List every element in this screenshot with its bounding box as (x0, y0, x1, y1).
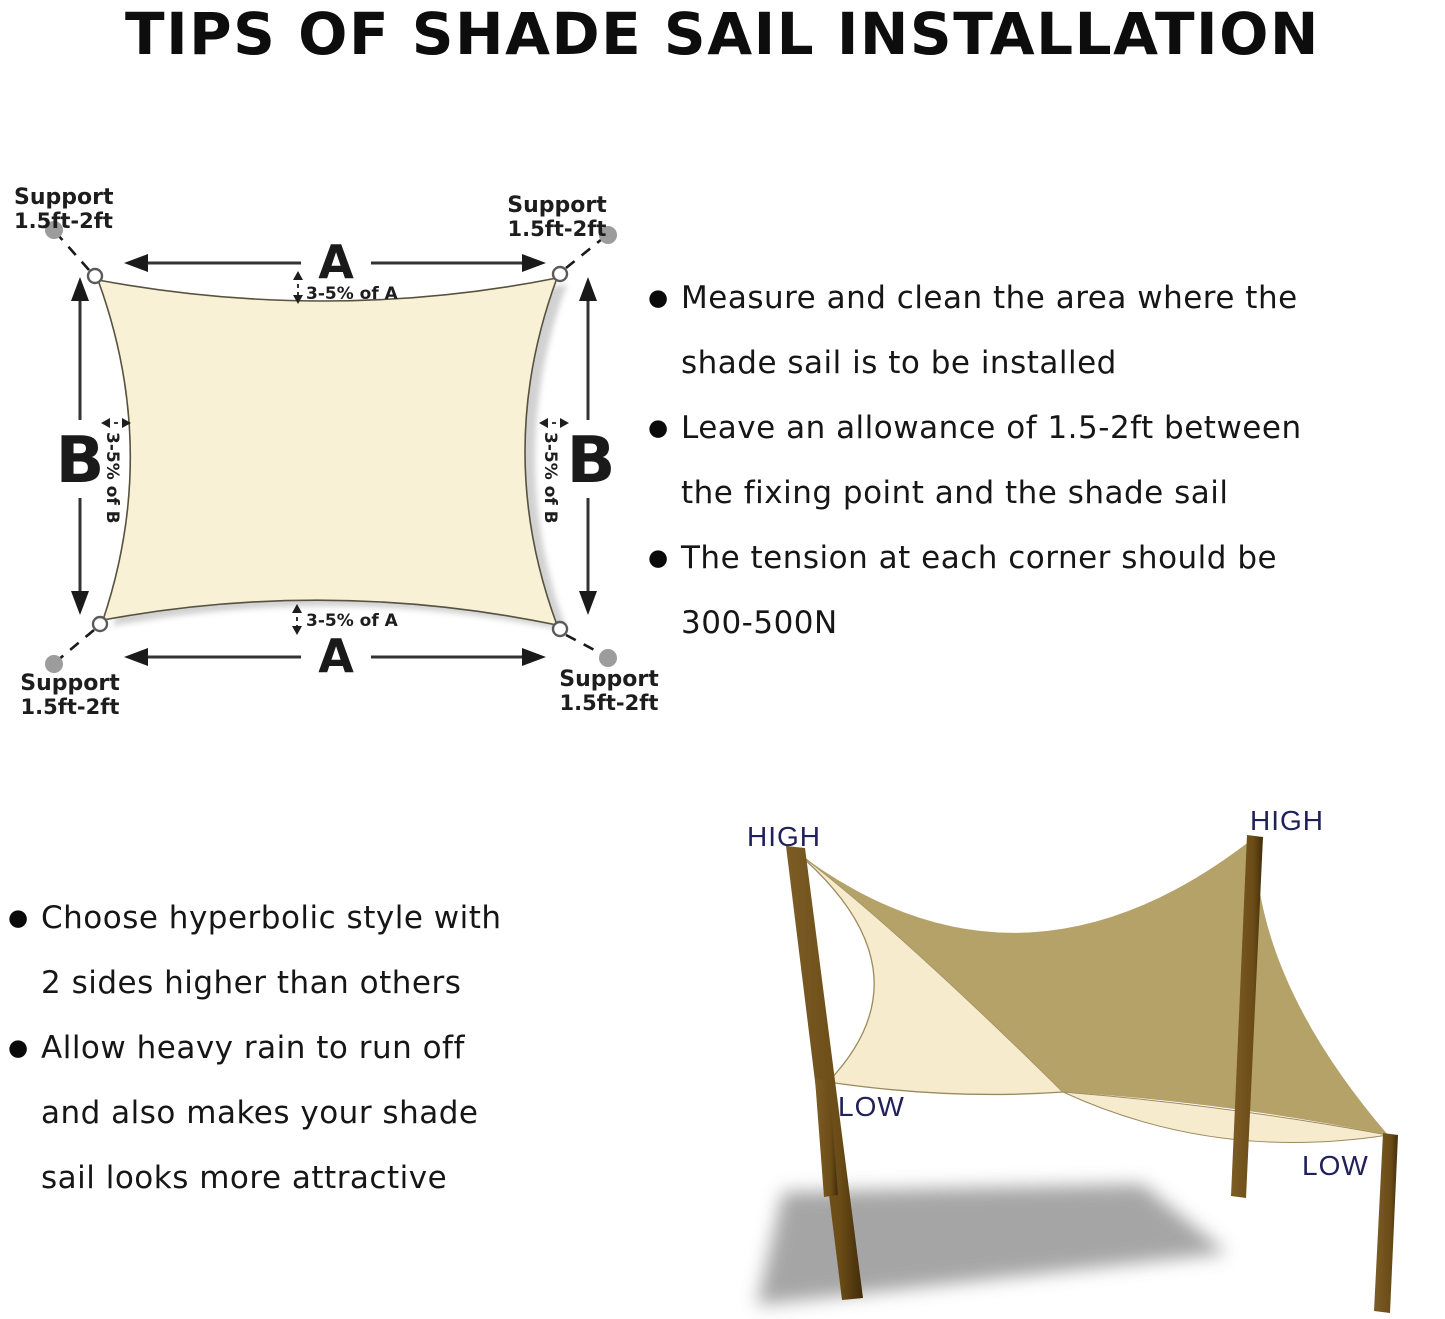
tip-text: Choose hyperbolic style with (41, 899, 502, 936)
sag-b-left-label: 3-5% of B (102, 432, 122, 524)
installation-tips-list (648, 265, 1445, 655)
arrowhead-right (522, 648, 546, 666)
grommet-ring (553, 622, 567, 636)
bullet-icon: ● (8, 904, 29, 931)
sag-b-right-arrow (539, 418, 569, 428)
tip-text: 300-500N (681, 604, 838, 641)
arrowhead-down (71, 591, 89, 615)
grommet-ring (93, 617, 107, 631)
ground-shadow (757, 1184, 1227, 1305)
arrowhead-up (579, 277, 597, 301)
bullet-icon: ● (648, 544, 669, 571)
tip-line (648, 590, 1445, 655)
side-a-label-top: A (318, 235, 354, 289)
tip-text: and also makes your shade (41, 1094, 479, 1131)
style-tips-list (8, 885, 638, 1210)
tip-line (8, 1080, 638, 1145)
tip-line (8, 1145, 638, 1210)
support-label: Support (14, 185, 114, 210)
sag-a-top-label: 3-5% of A (306, 284, 398, 304)
tip-text: shade sail is to be installed (681, 344, 1117, 381)
sag-b-right-label: 3-5% of B (540, 432, 560, 524)
support-distance-label: 1.5ft-2ft (14, 209, 113, 233)
side-a-label-bottom: A (318, 629, 354, 683)
sail-shape (98, 278, 557, 625)
high-label-right: HIGH (1250, 805, 1324, 836)
support-dot (599, 649, 617, 667)
tether-line (566, 239, 602, 268)
support-distance-label: 1.5ft-2ft (507, 217, 607, 241)
tip-line (648, 525, 1445, 590)
low-label-right: LOW (1302, 1150, 1369, 1181)
tip-line (8, 1015, 638, 1080)
tip-text: Allow heavy rain to run off (41, 1029, 465, 1066)
bullet-icon: ● (648, 414, 669, 441)
arrowhead-left (124, 648, 148, 666)
arrowhead-up (71, 277, 89, 301)
support-label: Support (559, 667, 659, 692)
support-label: Support (507, 193, 607, 218)
tether-line (58, 235, 89, 270)
support-distance-label: 1.5ft-2ft (20, 695, 120, 719)
grommet-ring (553, 267, 567, 281)
side-b-label-left: B (55, 424, 105, 498)
support-label: Support (20, 671, 120, 696)
tip-text: 2 sides higher than others (41, 964, 462, 1001)
tip-text: the fixing point and the shade sail (681, 474, 1229, 511)
tip-line (648, 330, 1445, 395)
grommet-ring (88, 269, 102, 283)
tether-line (566, 635, 602, 654)
tip-line (8, 950, 638, 1015)
arrowhead-left (124, 254, 148, 272)
tip-text: Leave an allowance of 1.5-2ft between (681, 409, 1302, 446)
support-distance-label: 1.5ft-2ft (559, 691, 659, 715)
post-low-right (1374, 1133, 1398, 1313)
sag-a-top-arrow (293, 271, 303, 304)
tether-line (58, 630, 94, 660)
sag-b-left-arrow (101, 418, 131, 428)
tip-line (8, 885, 638, 950)
tip-line (648, 460, 1445, 525)
arrowhead-right (522, 254, 546, 272)
side-b-label-right: B (566, 424, 616, 498)
bullet-icon: ● (8, 1034, 29, 1061)
tip-text: sail looks more attractive (41, 1159, 448, 1196)
bullet-icon: ● (648, 284, 669, 311)
tip-text: Measure and clean the area where the (681, 279, 1298, 316)
tip-text: The tension at each corner should be (681, 539, 1278, 576)
low-label-left: LOW (838, 1091, 905, 1122)
tip-line (648, 395, 1445, 460)
arrowhead-down (579, 591, 597, 615)
high-label-left: HIGH (747, 821, 821, 852)
sag-a-bottom-label: 3-5% of A (306, 611, 398, 631)
shade-sail-dimension-diagram (0, 168, 660, 740)
sag-a-bottom-arrow (292, 604, 302, 635)
page-title: TIPS OF SHADE SAIL INSTALLATION (125, 0, 1320, 68)
tip-line (648, 265, 1445, 330)
hyperbolic-sail-illustration (660, 780, 1445, 1319)
